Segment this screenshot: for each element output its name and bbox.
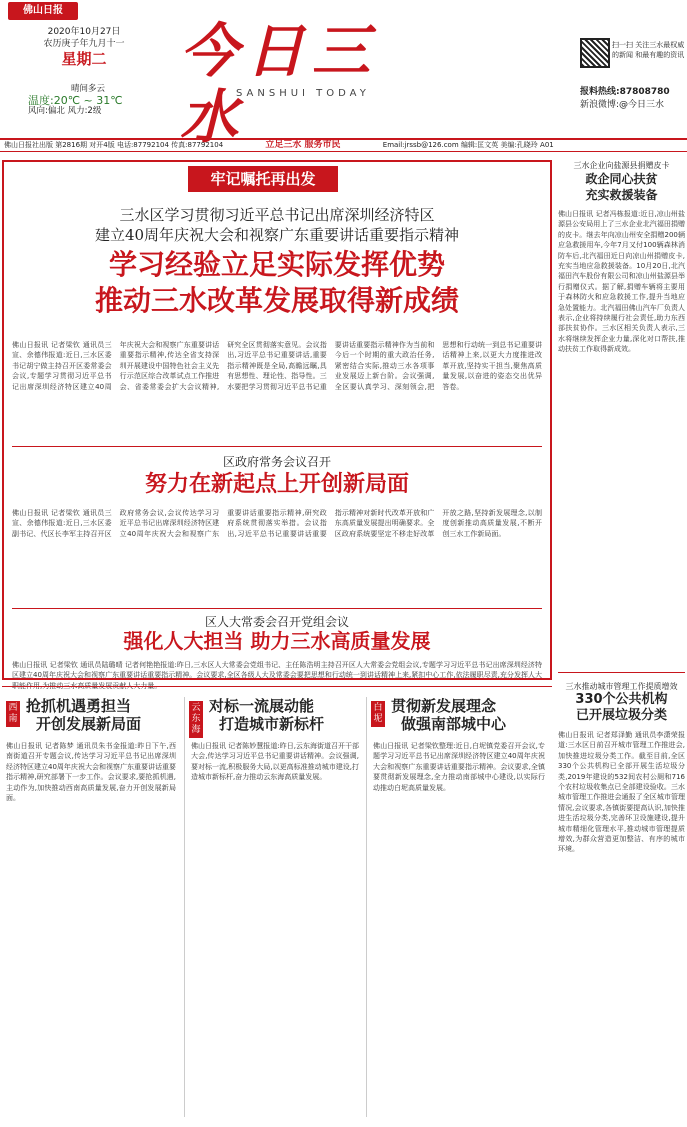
story-title-2: 打造城市新标杆 — [219, 715, 325, 733]
lead-kicker-2: 建立40周年庆祝大会和视察广东重要讲话重要指示精神 — [94, 226, 460, 244]
bottom-story-3 — [366, 697, 550, 1117]
sub2-story-body: 佛山日报讯 记者梁钦 通讯员陆璐晴 记者何艳艳报道:昨日,三水区人大常委会党组书记、主任陈浩明主持召开区人大常委会党组会议,专题学习习近平总书记出席深圳经济特区建立40周年庆祝大会和视察广东重要讲话重要指示精神。会议要求,全区各级人大及常委会要把思想和行动统一到讲话精神上来,紧扣中心工作,依法履职尽责,充分发挥人大职能作用,为推动三水高质量发展贡献人大力量。 — [12, 661, 542, 690]
newspaper-logo: 佛山日报 — [8, 2, 78, 20]
column-banner: 牢记嘱托再出发 — [188, 166, 338, 192]
story-tag: 云东海 — [189, 701, 203, 738]
editor-info: Email:jrssb@126.com 编辑:匡文英 美编:孔晓玲 A01 — [382, 141, 554, 149]
temperature: 温度:20℃ ~ 31℃ — [28, 94, 123, 107]
sub-kicker: 区政府常务会议召开 — [222, 455, 331, 469]
hotline: 报料热线:87808780 — [580, 87, 670, 97]
side-top-kicker: 三水企业向盐源县捐赠皮卡 — [573, 161, 670, 170]
lead-kicker-1: 三水区学习贯彻习近平总书记出席深圳经济特区 — [119, 206, 435, 224]
lead-headline-2: 推动三水改革发展取得新成绩 — [94, 284, 459, 317]
story-title-1: 对标一流展动能 — [209, 697, 315, 715]
weather-block — [28, 84, 148, 117]
story-title-2: 做强南部城中心 — [401, 715, 507, 733]
bottom-story-2 — [184, 697, 364, 1117]
wind: 风向:偏北 风力:2级 — [28, 106, 102, 116]
side-bottom-title-1: 330个公共机构 — [575, 692, 668, 707]
sub-story-body: 佛山日报讯 记者梁钦 通讯员三宣、余德伟报道:近日,三水区委副书记、代区长李军主持召开区政府常务会议,会议传达学习习近平总书记出席深圳经济特区建立40周年庆祝大会和视察广东重要讲话重要指示精神,研究政府系统贯彻落实举措。会议指出,习近平总书记重要讲话重要指示精神对新时代改革开放和广东高质量发展提出明确要求。全区政府系统要坚定不移走好改革开放之路,坚持新发展理念,以制度创新推动高质量发展,不断开创三水工作新局面。 — [12, 509, 542, 538]
qr-code-icon — [580, 38, 610, 68]
story-tag: 西南 — [6, 701, 20, 727]
sub2-kicker: 区人大常委会召开党组会议 — [204, 615, 349, 629]
newspaper-title-en: SANSHUI TODAY — [236, 88, 370, 99]
bottom-stories — [2, 686, 552, 1122]
weekday: 星期二 — [61, 50, 107, 68]
side-top-body: 佛山日报讯 记者冯栋报道:近日,凉山州盐源县公安局用上了三水企业北汽福田捐赠的皮卡。继去年向凉山州安全捐赠200辆应急救援用车,今年7月又付100辆森林消防车后,北汽福田近日向凉山州捐赠皮卡,充实当地应急救援装备。10月20日,北汽福田汽车股份有限公司和凉山州盐源县举行捐赠仪式。据了解,捐赠车辆将主要用于森林防火和应急救援工作,提升当地应急处置能力。北汽福田佛山汽车厂负责人表示,企业将持续履行社会责任,助力东西部扶贫协作。三水区相关负责人表示,三水将继续发挥企业力量,深化对口帮扶,推动扶贫工作取得新成效。 — [558, 210, 685, 354]
story-title-1: 抢抓机遇勇担当 — [26, 697, 132, 715]
side-bottom-body: 佛山日报讯 记者郑泽勤 通讯员李潇荣报道:三水区日前召开城市管理工作推进会,加快推进垃圾分类工作。截至目前,全区330个公共机构已全部开展生活垃圾分类,2019年建设的532间农村公厕和716个农村垃圾收集点已全部建设验收。三水城市管理工作推进会通报了全区城市管理情况,会议要求,各镇街要提高认识,加快推进生活垃圾分类,完善环卫设施建设,提升城市精细化管理水平,推动城市管理提质增效,为群众营造更加整洁、有序的城市环境。 — [558, 731, 685, 854]
story-title-1: 贯彻新发展理念 — [391, 697, 497, 715]
story-body: 佛山日报讯 记者陈梦 通讯员朱书金报道:昨日下午,西南街道召开专题会议,传达学习习近平总书记出席深圳经济特区建立40周年庆祝大会和视察广东重要讲话重要指示精神,研究部署下一步工作。会议要求,要抢抓机遇,主动作为,加快推动西南高质量发展,奋力开创发展新局面。 — [6, 742, 176, 803]
section-slogan: 立足三水 服务市民 — [265, 140, 341, 150]
lead-headline-1: 学习经验立足实际发挥优势 — [108, 248, 445, 281]
story-body: 佛山日报讯 记者梁钦整理:近日,白坭镇党委召开会议,专题学习习近平总书记出席深圳经济特区建立40周年庆祝大会和视察广东重要讲话重要指示精神。会议要求,全镇要贯彻新发展理念,全力推动南部城中心建设,以实际行动推动白坭高质量发展。 — [373, 742, 545, 792]
story-title-2: 开创发展新局面 — [36, 715, 142, 733]
divider — [12, 608, 542, 609]
publisher-info: 佛山日报社出版 第2816期 对开4版 电话:87792104 传真:87792104 — [4, 141, 224, 149]
divider — [12, 446, 542, 447]
qr-caption: 扫一扫 关注三水最权威的新闻 和最有趣的资讯 — [612, 41, 685, 59]
date: 2020年10月27日 — [47, 27, 121, 37]
contact-block — [580, 86, 686, 112]
date-block — [24, 26, 144, 68]
sub-headline: 努力在新起点上开创新局面 — [144, 471, 409, 497]
info-bar — [0, 138, 687, 152]
divider — [558, 672, 685, 673]
right-sidebar — [558, 160, 685, 1122]
lead-story-body: 佛山日报讯 记者梁钦 通讯员三宣、余德伟报道:近日,三水区委书记胡宁做主持召开区委常委会会议,专题学习贯彻习近平总书记出席深圳经济特区建立40周年庆祝大会和视察广东重要讲话重要指示精神,传达全省支持深圳开展建设中国特色社会主义先行示范区综合改革试点工作推进会、省委常委会扩大会议精神,研究全区贯彻落实意见。会议指出,习近平总书记重要讲话,重要指示精神既是全局,高瞻远瞩,具有思想性、理论性、指导性。三水要把学习贯彻习近平总书记重要讲话重要指示精神作为当前和今后一个时期的重大政治任务,紧密结合实际,推动三水各项事业发展迈上新台阶。会议强调,全区要认真学习、深刻领会,把思想和行动统一到总书记重要讲话精神上来,以更大力度推进改革开放,坚持实干担当,聚焦高质量发展,以奋进的姿态交出优异答卷。 — [12, 341, 542, 391]
newspaper-title: 今日三水 — [180, 17, 379, 151]
story-tag: 白坭 — [371, 701, 385, 727]
side-top-title-2: 充实救援装备 — [585, 188, 658, 202]
side-bottom-kicker: 三水推动城市管理工作提质增效 — [565, 682, 678, 691]
weather-condition: 晴间多云 — [70, 84, 105, 94]
side-bottom-title-2: 已开展垃圾分类 — [575, 708, 667, 723]
weibo: 新浪微博:@今日三水 — [580, 100, 665, 110]
sub2-headline: 强化人大担当 助力三水高质量发展 — [123, 629, 431, 653]
side-top-title-1: 政企同心扶贫 — [585, 172, 658, 186]
lunar-date: 农历庚子年九月十一 — [43, 39, 125, 49]
story-body: 佛山日报讯 记者陈妙慧报道:昨日,云东海街道召开干部大会,传达学习习近平总书记重要讲话精神。会议强调,要对标一流,积极服务大局,以更高标准推动城市建设,打造城市新标杆,奋力推动云东海高质量发展。 — [191, 742, 359, 782]
